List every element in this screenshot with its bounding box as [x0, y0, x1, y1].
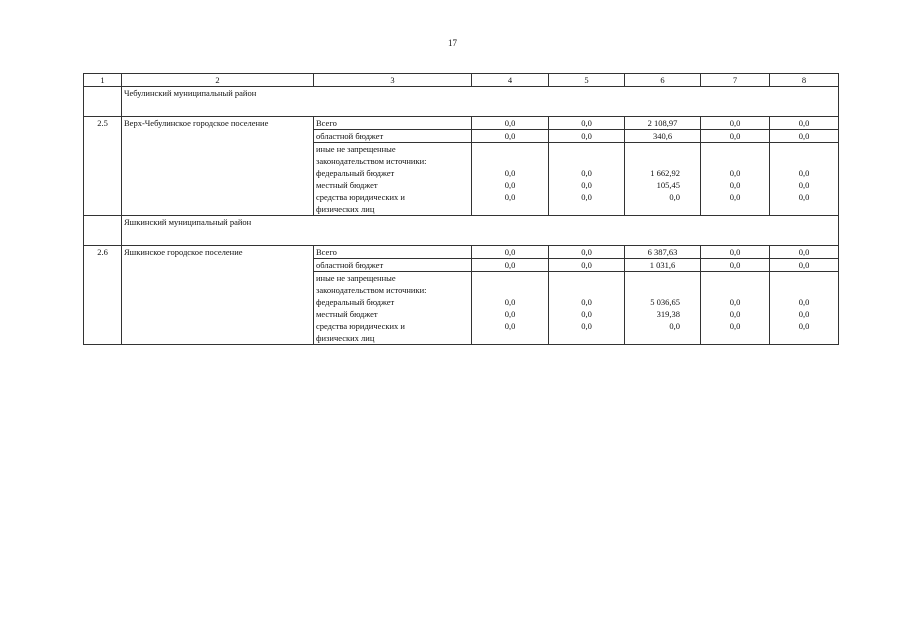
- value-cell: 0,0: [701, 117, 770, 130]
- value-cell: [701, 272, 770, 345]
- value-line: 5 036,65: [650, 297, 680, 307]
- column-header: 1: [84, 74, 122, 87]
- source-label-multiline: [314, 272, 472, 345]
- value-line: 0,0: [504, 309, 516, 319]
- value-cell: 340,6: [625, 130, 701, 143]
- value-cell: 0,0: [770, 130, 839, 143]
- column-header: 7: [701, 74, 770, 87]
- value-line: 0,0: [581, 309, 592, 319]
- value-line: 0,0: [798, 192, 810, 202]
- value-line: [703, 272, 767, 284]
- value-line: 0,0: [581, 180, 592, 190]
- budget-table: [83, 73, 839, 345]
- value-line: 0,0: [729, 180, 741, 190]
- value-cell: [625, 272, 701, 345]
- source-line: средства юридических и: [316, 321, 405, 331]
- value-line: [703, 203, 767, 215]
- region-title: Яшкинский муниципальный район: [122, 216, 839, 246]
- value-line: 0,0: [581, 192, 592, 202]
- column-header: 8: [770, 74, 839, 87]
- value-line: [772, 203, 836, 215]
- source-label: Всего: [314, 246, 472, 259]
- row-number: 2.5: [84, 117, 122, 216]
- source-line: федеральный бюджет: [316, 168, 395, 178]
- value-cell: 0,0: [770, 117, 839, 130]
- value-line: [772, 143, 836, 155]
- value-line: [627, 272, 680, 284]
- source-label-multiline: [314, 143, 472, 216]
- source-label: областной бюджет: [314, 130, 472, 143]
- value-line: [703, 155, 767, 167]
- value-line: [772, 155, 836, 167]
- page-number: 17: [448, 38, 457, 48]
- value-line: [627, 284, 680, 296]
- value-line: [627, 143, 680, 155]
- value-line: [772, 284, 836, 296]
- value-cell: 0,0: [472, 117, 549, 130]
- value-line: [474, 272, 546, 284]
- value-line: 0,0: [669, 321, 680, 331]
- value-cell: 0,0: [701, 259, 770, 272]
- source-line: физических лиц: [316, 204, 375, 214]
- value-cell: 0,0: [549, 259, 625, 272]
- value-line: [551, 284, 622, 296]
- value-cell: 6 387,63: [625, 246, 701, 259]
- value-line: 0,0: [581, 297, 592, 307]
- value-line: 0,0: [669, 192, 680, 202]
- value-cell: 0,0: [701, 130, 770, 143]
- value-line: 0,0: [504, 168, 516, 178]
- value-line: [551, 143, 622, 155]
- value-cell: [625, 143, 701, 216]
- value-line: 0,0: [504, 297, 516, 307]
- value-cell: 0,0: [701, 246, 770, 259]
- value-cell: 0,0: [472, 259, 549, 272]
- region-title: Чебулинский муниципальный район: [122, 87, 839, 117]
- value-cell: [472, 272, 549, 345]
- value-line: 0,0: [729, 168, 741, 178]
- value-line: 0,0: [581, 321, 592, 331]
- column-header: 2: [122, 74, 314, 87]
- value-line: 0,0: [504, 321, 516, 331]
- value-line: [551, 155, 622, 167]
- value-line: [703, 284, 767, 296]
- column-header: 6: [625, 74, 701, 87]
- value-cell: [549, 272, 625, 345]
- source-line: иные не запрещенные: [316, 273, 396, 283]
- value-cell: 0,0: [472, 130, 549, 143]
- region-row: [84, 87, 839, 117]
- value-line: [627, 203, 680, 215]
- column-header: 4: [472, 74, 549, 87]
- value-cell: [770, 143, 839, 216]
- value-line: [703, 143, 767, 155]
- value-line: [772, 332, 836, 344]
- value-line: 0,0: [798, 297, 810, 307]
- table-row: [84, 117, 839, 130]
- value-line: 105,45: [656, 180, 680, 190]
- value-line: [551, 203, 622, 215]
- table-row: [84, 246, 839, 259]
- value-line: 319,38: [656, 309, 680, 319]
- value-line: [703, 332, 767, 344]
- value-cell: [701, 143, 770, 216]
- value-line: 0,0: [504, 180, 516, 190]
- value-line: [474, 155, 546, 167]
- value-cell: 0,0: [549, 246, 625, 259]
- source-line: средства юридических и: [316, 192, 405, 202]
- value-line: 0,0: [729, 192, 741, 202]
- header-row: [84, 74, 839, 87]
- value-line: 0,0: [729, 321, 741, 331]
- value-line: [551, 332, 622, 344]
- value-cell: [770, 272, 839, 345]
- source-line: местный бюджет: [316, 309, 378, 319]
- value-line: [474, 284, 546, 296]
- column-header: 3: [314, 74, 472, 87]
- value-cell: 0,0: [472, 246, 549, 259]
- source-label: областной бюджет: [314, 259, 472, 272]
- source-line: местный бюджет: [316, 180, 378, 190]
- value-line: [474, 203, 546, 215]
- source-line: федеральный бюджет: [316, 297, 395, 307]
- value-cell: 0,0: [770, 259, 839, 272]
- value-line: [627, 332, 680, 344]
- region-num-cell: [84, 87, 122, 117]
- value-cell: 0,0: [549, 130, 625, 143]
- value-line: [772, 272, 836, 284]
- value-line: 0,0: [729, 309, 741, 319]
- row-number: 2.6: [84, 246, 122, 345]
- value-line: 0,0: [504, 192, 516, 202]
- source-line: законодательством источники:: [316, 285, 427, 295]
- column-header: 5: [549, 74, 625, 87]
- value-line: 0,0: [798, 168, 810, 178]
- source-label: Всего: [314, 117, 472, 130]
- region-row: [84, 216, 839, 246]
- source-line: физических лиц: [316, 333, 375, 343]
- value-cell: [549, 143, 625, 216]
- settlement-name: Яшкинское городское поселение: [122, 246, 314, 345]
- value-line: 0,0: [798, 321, 810, 331]
- source-line: иные не запрещенные: [316, 144, 396, 154]
- value-cell: 0,0: [770, 246, 839, 259]
- value-line: 0,0: [581, 168, 592, 178]
- value-cell: 2 108,97: [625, 117, 701, 130]
- value-cell: [472, 143, 549, 216]
- region-num-cell: [84, 216, 122, 246]
- value-line: [474, 332, 546, 344]
- value-cell: 0,0: [549, 117, 625, 130]
- value-line: [551, 272, 622, 284]
- value-line: 0,0: [798, 180, 810, 190]
- value-cell: 1 031,6: [625, 259, 701, 272]
- settlement-name: Верх-Чебулинское городское поселение: [122, 117, 314, 216]
- value-line: 0,0: [729, 297, 741, 307]
- value-line: 1 662,92: [650, 168, 680, 178]
- source-line: законодательством источники:: [316, 156, 427, 166]
- value-line: 0,0: [798, 309, 810, 319]
- value-line: [627, 155, 680, 167]
- value-line: [474, 143, 546, 155]
